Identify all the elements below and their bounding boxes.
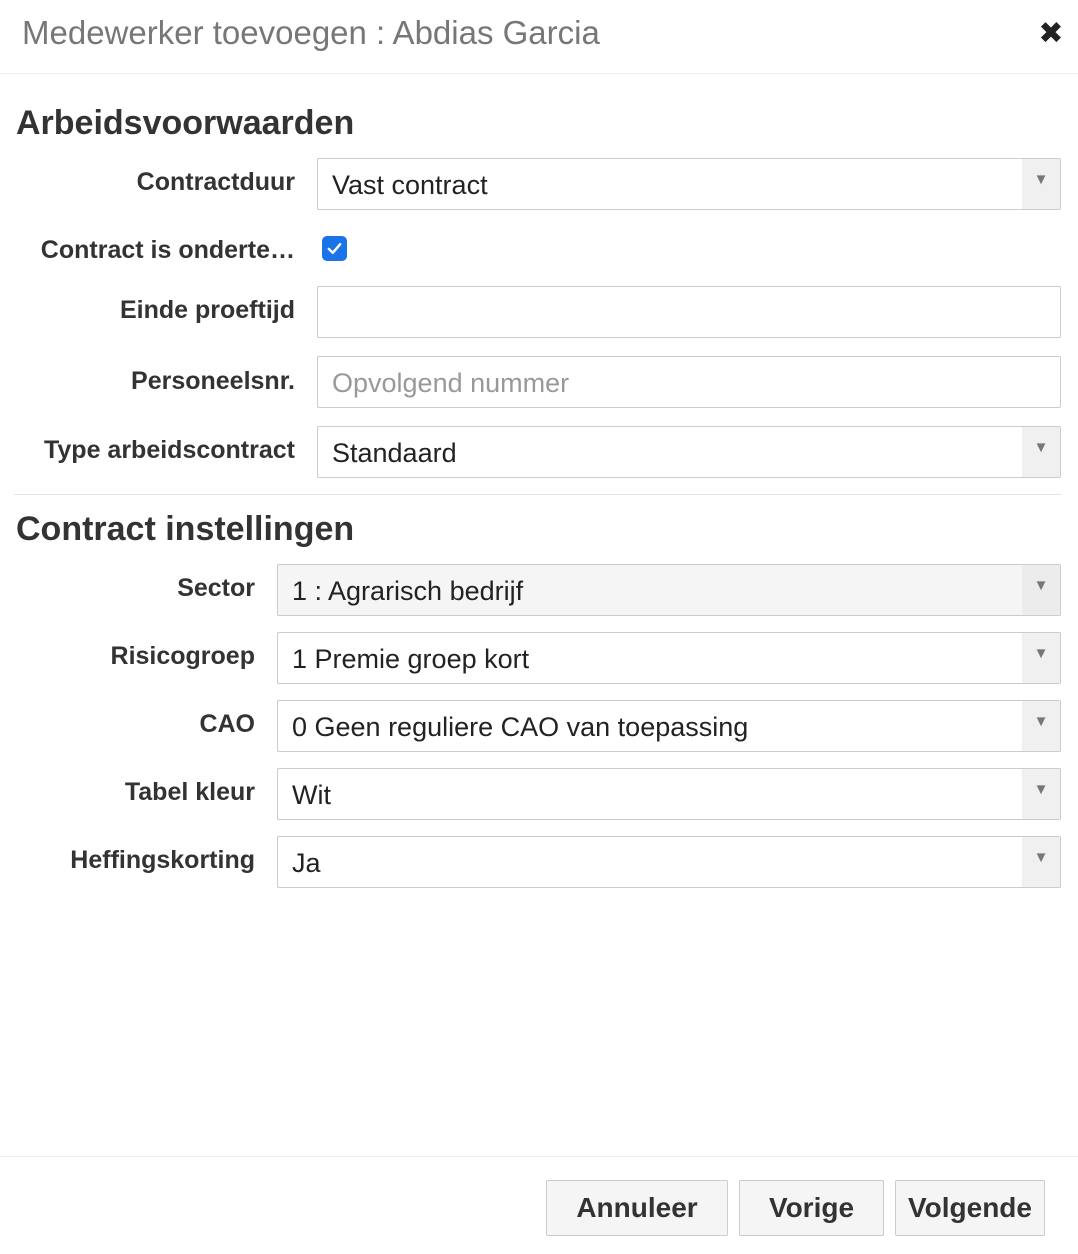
contractduur-select[interactable] — [317, 158, 1061, 210]
chevron-down-icon: ▼ — [1022, 837, 1060, 887]
section-title-arbeidsvoorwaarden: Arbeidsvoorwaarden — [16, 104, 355, 142]
label-sector: Sector — [177, 574, 255, 602]
einde-proeftijd-input[interactable] — [317, 286, 1061, 338]
label-personeelsnr: Personeelsnr. — [131, 367, 295, 395]
chevron-down-icon: ▼ — [1022, 633, 1060, 683]
previous-button[interactable]: Vorige — [739, 1180, 884, 1236]
checkmark-icon — [325, 239, 344, 258]
section-title-contract-instellingen: Contract instellingen — [16, 510, 355, 548]
tabel-kleur-value: Wit — [292, 780, 331, 810]
contract-ondertekend-checkbox[interactable] — [322, 236, 347, 261]
label-tabel-kleur: Tabel kleur — [124, 778, 255, 806]
chevron-down-icon: ▼ — [1022, 769, 1060, 819]
dialog-header — [0, 0, 1078, 74]
personeelsnr-placeholder: Opvolgend nummer — [332, 368, 570, 398]
cancel-button[interactable]: Annuleer — [546, 1180, 728, 1236]
label-contractduur: Contractduur — [136, 168, 295, 196]
label-contract-ondertekend: Contract is onderte… — [40, 236, 295, 264]
label-heffingskorting: Heffingskorting — [70, 846, 255, 874]
sector-select[interactable] — [277, 564, 1061, 616]
sector-value: 1 : Agrarisch bedrijf — [292, 576, 524, 606]
next-button[interactable]: Volgende — [895, 1180, 1045, 1236]
risicogroep-value: 1 Premie groep kort — [292, 644, 530, 674]
dialog-title: Medewerker toevoegen : Abdias Garcia — [22, 14, 600, 51]
cao-value: 0 Geen reguliere CAO van toepassing — [292, 712, 749, 742]
chevron-down-icon: ▼ — [1022, 701, 1060, 751]
heffingskorting-select[interactable] — [277, 836, 1061, 888]
chevron-down-icon: ▼ — [1022, 159, 1060, 209]
personeelsnr-input[interactable] — [317, 356, 1061, 408]
label-einde-proeftijd: Einde proeftijd — [120, 296, 295, 324]
label-type-arbeidscontract: Type arbeidscontract — [43, 436, 295, 464]
type-arbeidscontract-select[interactable] — [317, 426, 1061, 478]
type-arbeidscontract-value: Standaard — [332, 438, 457, 468]
label-risicogroep: Risicogroep — [110, 642, 255, 670]
close-icon[interactable]: ✖ — [1038, 16, 1064, 50]
heffingskorting-value: Ja — [292, 848, 321, 878]
chevron-down-icon: ▼ — [1022, 565, 1060, 615]
section-divider — [14, 494, 1062, 495]
chevron-down-icon: ▼ — [1022, 427, 1060, 477]
contractduur-value: Vast contract — [332, 170, 488, 200]
risicogroep-select[interactable] — [277, 632, 1061, 684]
tabel-kleur-select[interactable] — [277, 768, 1061, 820]
footer-divider — [0, 1156, 1078, 1157]
cao-select[interactable] — [277, 700, 1061, 752]
label-cao: CAO — [199, 710, 255, 738]
